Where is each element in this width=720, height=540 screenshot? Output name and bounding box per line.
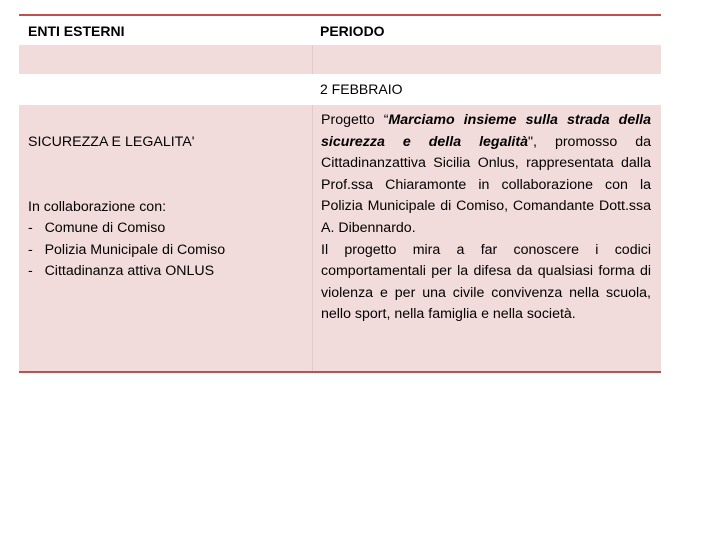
- partner-item: - Cittadinanza attiva ONLUS: [28, 263, 215, 280]
- empty-row: [19, 45, 661, 74]
- date-row: [19, 74, 661, 105]
- table-header: [19, 14, 661, 47]
- collab-label: In collaborazione con:: [28, 199, 167, 215]
- desc-prefix: Progetto “: [321, 112, 389, 128]
- periodo-cell: [312, 105, 661, 371]
- partner-name: Polizia Municipale di Comiso: [44, 241, 226, 258]
- event-description: [321, 110, 651, 326]
- enti-cell: [19, 105, 312, 371]
- project-name: Marciamo insieme sulla strada della sicurezza e della legalità: [321, 112, 651, 150]
- partner-name: Comune di Comiso: [44, 220, 166, 236]
- date-label: 2 FEBBRAIO: [320, 81, 403, 97]
- partner-name: Cittadinanza attiva ONLUS: [44, 263, 215, 280]
- description-paragraph-1: [321, 110, 651, 240]
- partner-list: [28, 218, 225, 283]
- desc-rest: ", promosso da Cittadinanzattiva Sicilia Onlus, rappresentata dalla Prof.ssa Chiaramonte in collaborazione con la Polizia Municipale di Comiso, Comandante Dott.ssa A. Dibennardo.: [321, 133, 652, 236]
- event-row: [19, 105, 661, 373]
- partner-item: - Polizia Municipale di Comiso: [28, 241, 226, 258]
- header-periodo: PERIODO: [320, 23, 385, 39]
- event-title: SICUREZZA E LEGALITA': [28, 134, 195, 150]
- partner-item: - Comune di Comiso: [28, 220, 166, 236]
- description-paragraph-2: Il progetto mira a far conoscere i codici comportamentali per la difesa da qualsiasi forma di violenza e per una civile convivenza nella scuola, nello sport, nella famiglia e nella società.: [321, 241, 651, 323]
- header-enti-esterni: ENTI ESTERNI: [28, 23, 125, 39]
